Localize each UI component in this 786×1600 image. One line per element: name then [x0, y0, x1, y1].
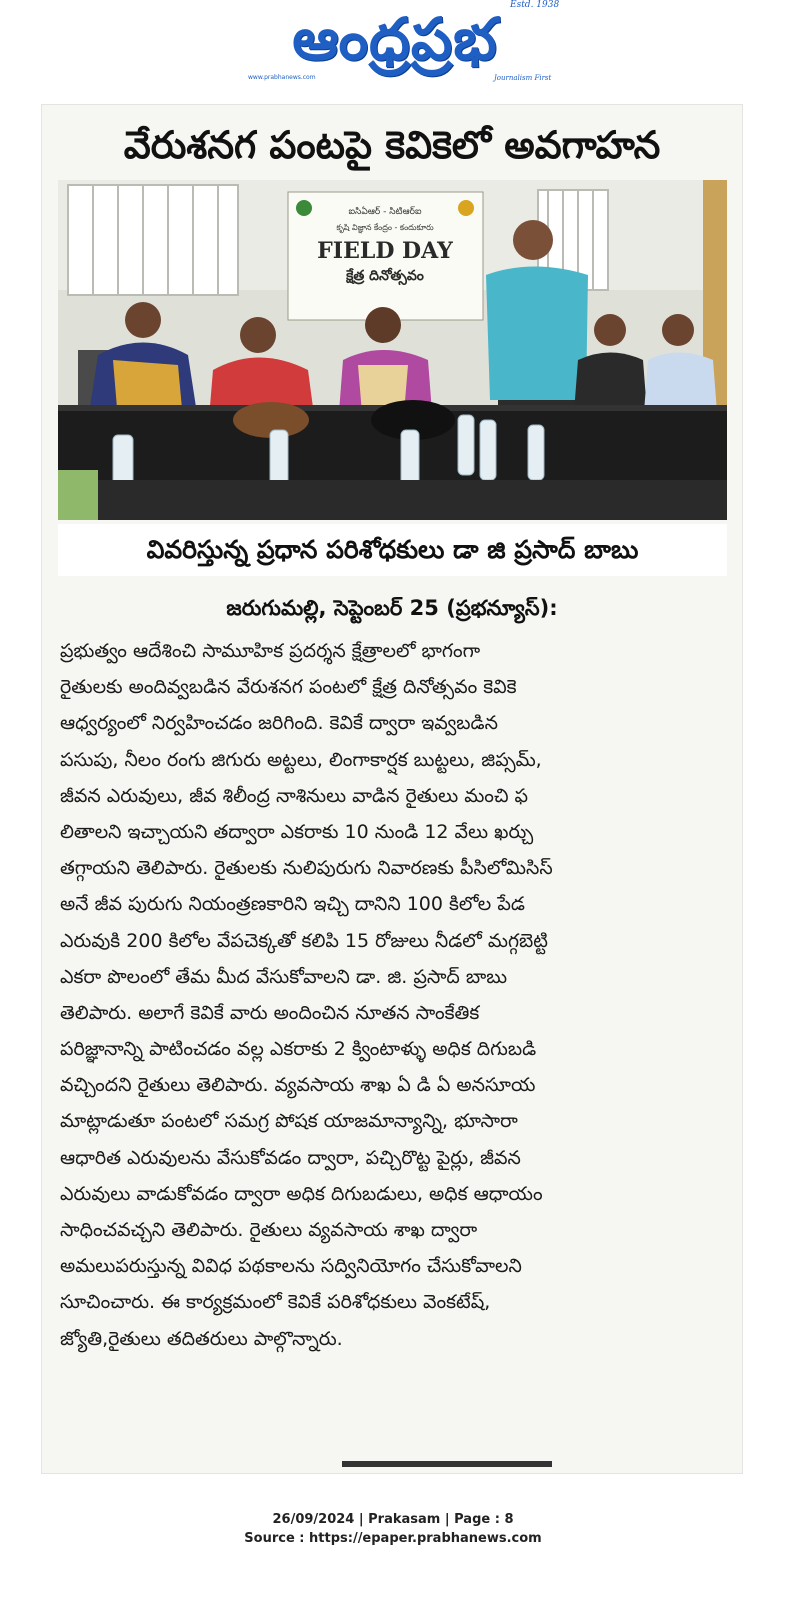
- masthead: [0, 0, 786, 92]
- photo-caption: వివరిస్తున్న ప్రధాన పరిశోధకులు డా జి ప్రసాద్ బాబు: [58, 524, 727, 576]
- field-day-photo-illustration: [58, 180, 727, 520]
- banner-sub: కృషి విజ్ఞాన కేంద్రం - కందుకూరు: [336, 223, 434, 232]
- banner-telugu: క్షేత్ర దినోత్సవం: [346, 268, 424, 284]
- body-line: సాధించవచ్చని తెలిపారు. రైతులు వ్యవసాయ శాఖ ద్వారా: [60, 1219, 478, 1241]
- banner-top: ఐసిఏఆర్ - సిటిఆర్ఐ: [348, 207, 422, 217]
- body-line: పసుపు, నీలం రంగు జిగురు అట్టలు, లింగాకార్షక బుట్టలు, జిప్సమ్,: [60, 748, 542, 771]
- body-line: తగ్గాయని తెలిపారు. రైతులకు నులిపురుగు నివారణకు పీసిలోమిసిస్: [60, 857, 553, 880]
- article-headline: వేరుశనగ పంటపై కెవికెలో అవగాహన: [123, 123, 661, 167]
- body-line: జ్యోతి,రైతులు తదితరులు పాల్గొన్నారు.: [60, 1327, 343, 1350]
- divider: [342, 1461, 552, 1467]
- body-line: లితాలని ఇచ్చాయని తద్వారా ఎకరాకు 10 నుండి 12 వేలు ఖర్చు: [60, 820, 534, 843]
- field-day-banner: [288, 192, 483, 320]
- body-line: ఎకరా పొలంలో తేమ మీద వేసుకోవాలని డా. జి. ప్రసాద్ బాబు: [60, 965, 508, 988]
- article-body: [60, 633, 724, 1357]
- masthead-tagline: Journalism First: [494, 74, 552, 82]
- body-line: జీవన ఎరువులు, జీవ శిలీంద్ర నాశినులు వాడిన రైతులు మంచి ఫ: [60, 784, 529, 807]
- body-line: ఎరువుకి 200 కిలోల వేపచెక్కతో కలిపి 15 రోజులు నీడలో మగ్గబెట్టి: [60, 929, 548, 952]
- banner-title: FIELD DAY: [317, 238, 453, 264]
- body-line: అమలుపరుస్తున్న వివిధ పథకాలను సద్వినియోగం చేసుకోవాలని: [60, 1255, 522, 1278]
- body-line: సూచించారు. ఈ కార్యక్రమంలో కెవికే పరిశోధకులు వెంకటేష్,: [60, 1291, 491, 1314]
- estd-label: Estd. 1938: [510, 0, 560, 10]
- article-clipping: [41, 104, 743, 1474]
- article-dateline: జరుగుమల్లి, సెప్టెంబర్ 25 (ప్రభన్యూస్):: [226, 596, 558, 620]
- body-line: పరిజ్ఞానాన్ని పాటించడం వల్ల ఎకరాకు 2 క్వింటాళ్ళు అధిక దిగుబడి: [60, 1038, 537, 1061]
- body-line: అనే జీవ పురుగు నియంత్రణకారిని ఇచ్చి దానిని 100 కిలోల పేడ: [60, 893, 525, 916]
- body-line: మాట్లాడుతూ పంటలో సమగ్ర పోషక యాజమాన్యాన్ని, భూసారా: [60, 1110, 518, 1133]
- body-line: తెలిపారు. అలాగే కెవికే వారు అందించిన నూతన సాంకేతిక: [60, 1001, 480, 1024]
- body-line: రైతులకు అందివ్వబడిన వేరుశనగ పంటలో క్షేత్ర దినోత్సవం కెవికె: [60, 676, 517, 699]
- body-line: వచ్చిందని రైతులు తెలిపారు. వ్యవసాయ శాఖ ఏ డి ఏ అనసూయ: [60, 1074, 536, 1097]
- body-line: ఆధ్వర్యంలో నిర్వహించడం జరిగింది. కెవికే ద్వారా ఇవ్వబడిన: [60, 712, 498, 735]
- masthead-url: www.prabhanews.com: [248, 74, 316, 81]
- newspaper-logo: ఆంధ్రప్రభ: [292, 5, 498, 73]
- body-line: ప్రభుత్వం ఆదేశించి సామూహిక ప్రదర్శన క్షేత్రాలలో భాగంగా: [60, 640, 481, 662]
- body-line: ఆధారిత ఎరువులను వేసుకోవడం ద్వారా, పచ్చిరొట్ట పైర్లు, జీవన: [60, 1146, 521, 1169]
- article-photo: [58, 180, 727, 520]
- body-line: ఎరువులు వాడుకోవడం ద్వారా అధిక దిగుబడులు, అధిక ఆధాయం: [60, 1182, 543, 1205]
- window-left: [68, 185, 238, 295]
- footer-source: Source : https://epaper.prabhanews.com: [244, 1531, 542, 1546]
- footer-date-edition: 26/09/2024 | Prakasam | Page : 8: [272, 1512, 514, 1527]
